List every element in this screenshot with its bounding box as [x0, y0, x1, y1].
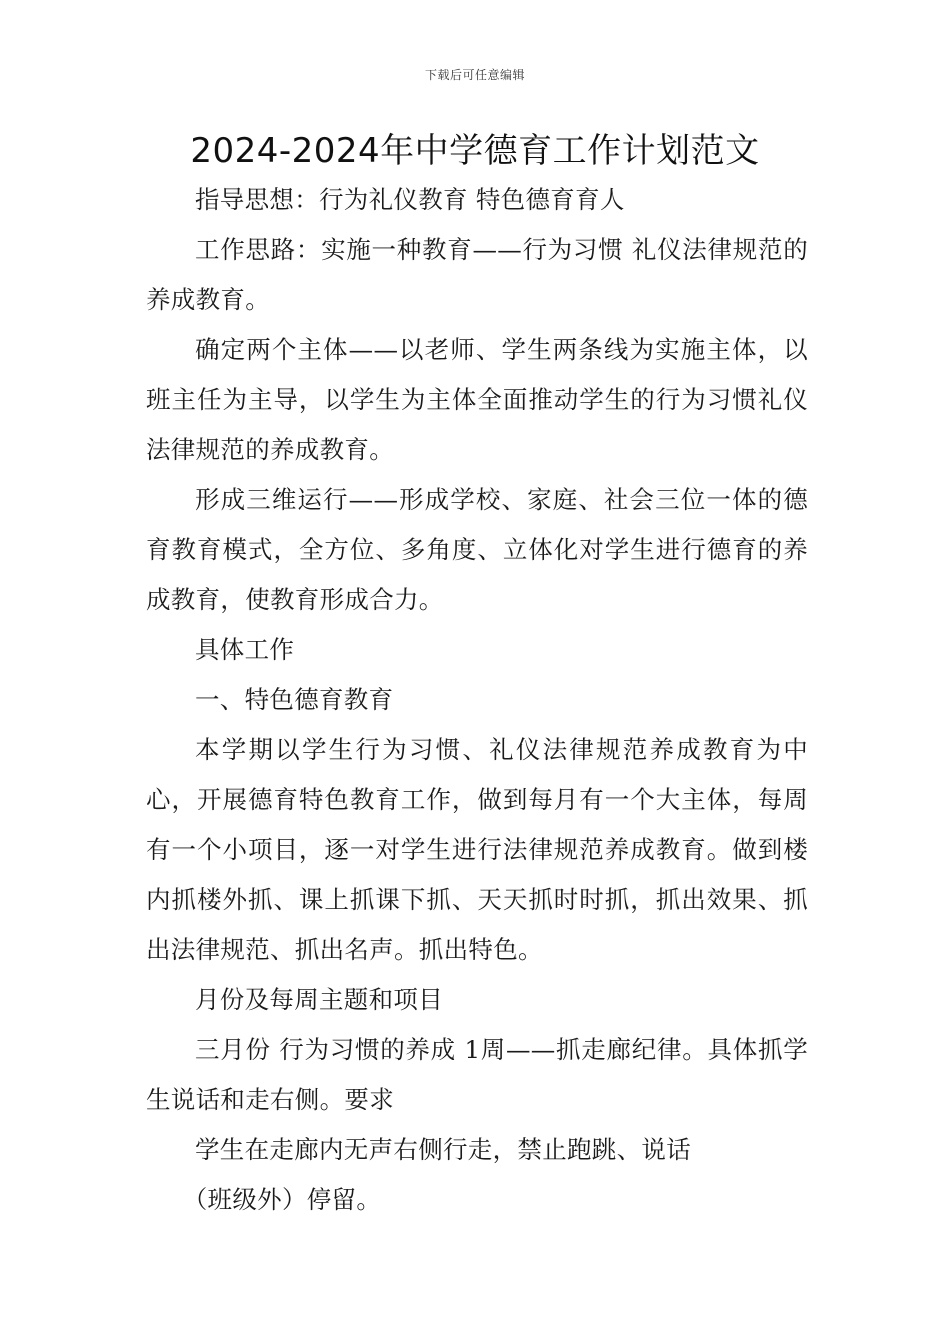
paragraph-march-habits: 三月份 行为习惯的养成 1周——抓走廊纪律。具体抓学生说话和走右侧。要求: [146, 1035, 808, 1114]
paragraph-corridor-rule-cont: （班级外）停留。: [182, 1185, 382, 1214]
paragraph-semester-focus: 本学期以学生行为习惯、礼仪法律规范养成教育为中心，开展德育特色教育工作，做到每月有一个大主体，每周有一个小项目，逐一对学生进行法律规范养成教育。做到楼内抓楼外抓、课上抓课下抓、天天抓时时抓，抓出效果、抓出法律规范、抓出名声。抓出特色。: [146, 735, 808, 964]
paragraph-section-one: 一、特色德育教育: [195, 685, 394, 714]
document-title: 2024-2024年中学德育工作计划范文: [190, 131, 760, 171]
paragraph-three-dimensions: 形成三维运行——形成学校、家庭、社会三位一体的德育教育模式，全方位、多角度、立体化对学生进行德育的养成教育，使教育形成合力。: [146, 485, 808, 614]
header-note: 下载后可任意编辑: [424, 68, 525, 82]
document-body: [146, 175, 808, 1225]
paragraph-specific-work: 具体工作: [195, 635, 295, 664]
paragraph-guiding-idea: 指导思想：行为礼仪教育 特色德育育人: [195, 185, 625, 214]
paragraph-monthly-topics: 月份及每周主题和项目: [195, 985, 443, 1014]
paragraph-two-subjects: 确定两个主体——以老师、学生两条线为实施主体，以班主任为主导，以学生为主体全面推动学生的行为习惯礼仪法律规范的养成教育。: [146, 335, 808, 464]
paragraph-work-approach: 工作思路：实施一种教育——行为习惯 礼仪法律规范的养成教育。: [146, 235, 808, 314]
paragraph-corridor-rule: 学生在走廊内无声右侧行走，禁止跑跳、说话: [195, 1135, 691, 1164]
